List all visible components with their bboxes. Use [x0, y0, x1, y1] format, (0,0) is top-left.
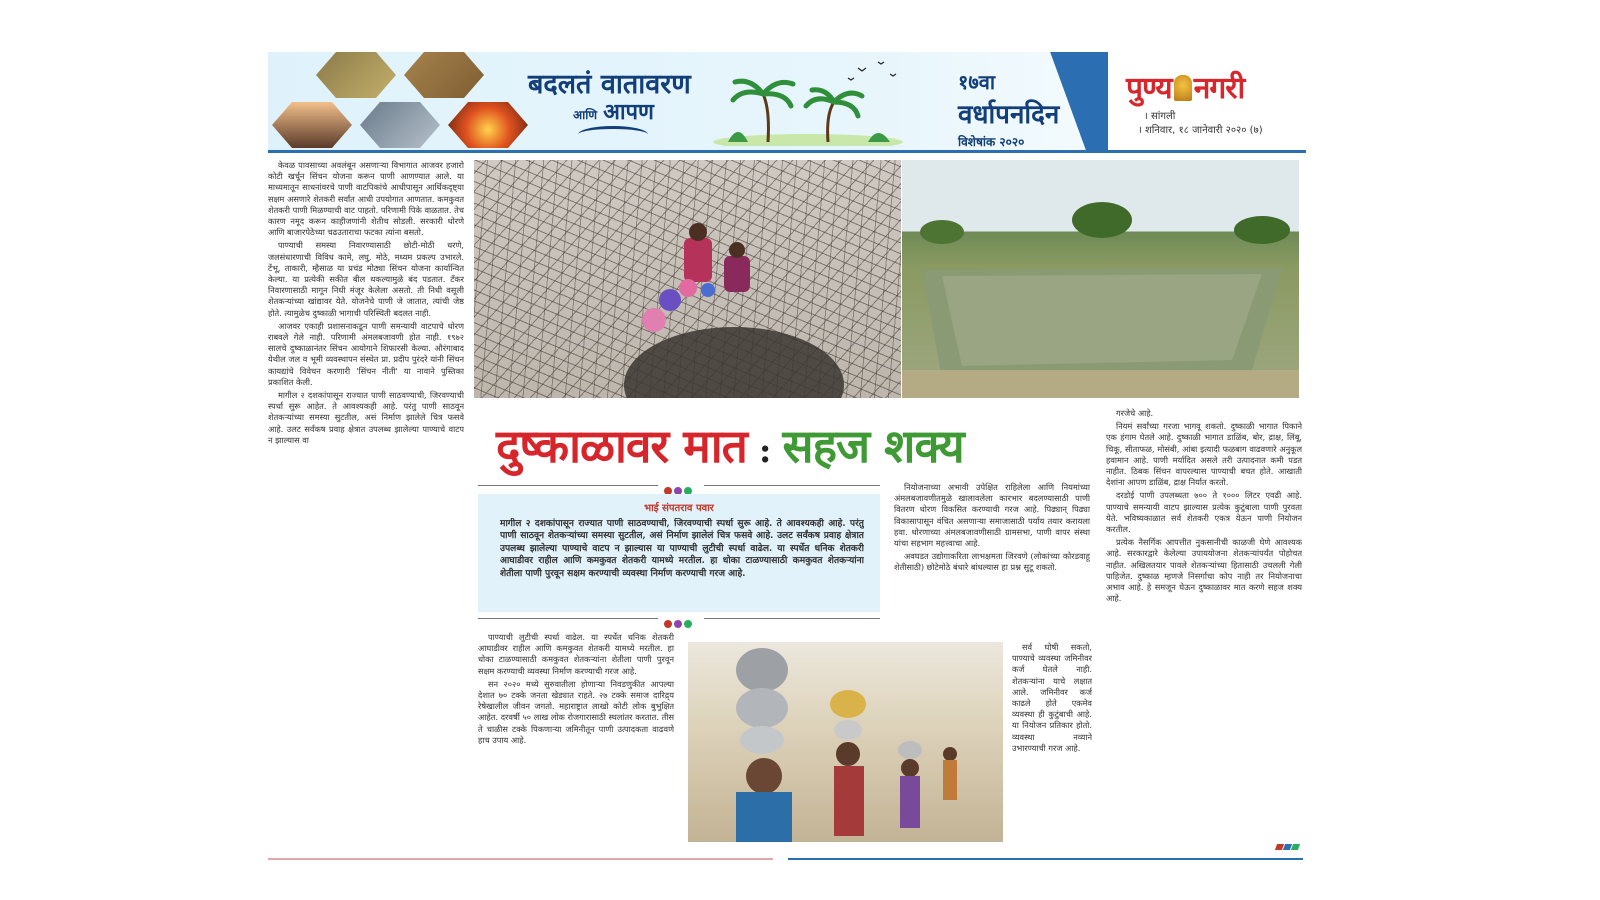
banner-subtitle: आणि आपण: [573, 99, 654, 125]
newspaper-logo: पुण्य नगरी: [1126, 71, 1245, 106]
collage-photo: [316, 52, 396, 98]
byline: भाई संपतराव पवार: [644, 503, 714, 514]
end-flag-icon: [1276, 835, 1302, 841]
masthead-banner: [268, 52, 1306, 153]
anniversary-label: [958, 68, 1059, 150]
paragraph: दरडोई पाणी उपलब्धता ७०० ते १००० लिटर एवढी आहे. पाण्याचे समन्यायी वाटप झाल्यास प्रत्येक कुटुंबाला पाणी पुरवता येते. भविष्यकाळात सर्व शेतकरी एकत्र येऊन पाणी नियोजन करतील.: [1106, 490, 1302, 535]
headline-green-part: सहज शक्य: [782, 419, 964, 473]
headline-colon: :: [758, 431, 771, 471]
paragraph: मागील २ दशकांपासून राज्यात पाणी साठवण्याची, जिरवण्याची स्पर्धा सुरू आहेत. ते आवश्यकही आहे. परंतु पाणी साठवून शेतकऱ्यांच्या समस्या सुटतील, असं निर्माण झालेले चित्र फसवे आहे. उलट सर्वंकष प्रवाह क्षेत्रात उपलब्ध झालेल्या पाण्याचे वाटप न झाल्यास वा: [268, 390, 464, 445]
divider-dots: [664, 613, 698, 623]
paragraph: नियोजनाच्या अभावी उपेक्षित राहिलेला आणि नियमांच्या अंमलबजावणीतमुळे खालावलेला कारभार बदलण्यासाठी पाणी वितरण धोरण विकसित करण्याची गरज आहे. पिढ्यान् पिढ्या विकासापासून वंचित असणाऱ्या समाजासाठी पर्याय तयार करायला हवा. धोरणाच्या अंमलबजावणीसाठी ग्रामसभा, पाणी वापर संस्था यांचा सहभाग महत्त्वाचा आहे.: [894, 482, 1090, 549]
divider: [478, 618, 658, 619]
newspaper-page: [268, 52, 1306, 890]
article-column-1: [268, 160, 464, 848]
collage-photo: [404, 52, 484, 98]
dateline: [1138, 110, 1263, 138]
paragraph: सन २०२० मध्ये सुरुवातीला होणाऱ्या निवडणुकीत आपल्या देशात ७० टक्के जनता खेड्यात राहते. २७ टक्के समाज दारिद्र्य रेषेखालील जीवन जगतो. महाराष्ट्रात लाखो कोटी लोक बुभुक्षित आहेत. दरवर्षी ५० लाख लोक रोजगारासाठी स्थलांतर करतात. तीस ते चाळीस टक्के पिकणाऱ्या जमिनीतून पाणी उत्पादकता वाढवणे हाच उपाय आहे.: [478, 678, 674, 745]
women-carrying-water-photo: [688, 642, 1003, 842]
article-column-4: [1012, 642, 1092, 848]
city-label: । सांगली: [1144, 111, 1176, 122]
paragraph: नियमं सर्वांच्या गरजा भागवू शकतो. दुष्काळी भागात पिकाने एक हंगाम घेतले आहे. दुष्काळी भागात डाळिंब, बोर, द्राक्ष, लिंबू, चिकू, सीताफळ, मोसंबी, आंबा इत्यादी फळबाग वाढवणारे अनुकूल हवामान आहे. पाणी मर्यादित असले तरी उत्पादनात कमी पडत नाहीत. ठिबक सिंचन वापरल्यास पाण्याची बचत होते. आखाती देशांना आपण डाळिंब, द्राक्ष निर्यात करतो.: [1106, 421, 1302, 488]
paragraph: पाण्याची समस्या निवारण्यासाठी छोटी-मोठी धरणे, जलसंधारणाची विविध कामे, लघु, मोठे, मध्यम प्रकल्प उभारले. टेंभू, ताकारी, म्हैसाळ या प्रचंड मोठ्या सिंचन योजना कार्यान्वित केल्या. या प्रत्येकी सकीत बील थकल्यामुळे बंद पडतात. टँकर निवारणासाठी मागून निधी मंजूर केलेला असतो. ती निधी वसूली शेतकऱ्यांच्या खांद्यावर येते. योजनेचे पाणी जे जातात, त्यांची जेष्ठ होते. त्यामुळेच दुष्काळी भागाची परिस्थिती बदलत नाही.: [268, 240, 464, 318]
article-deck: [478, 494, 880, 612]
bottom-rule: [268, 858, 773, 860]
divider-dots: [664, 480, 698, 490]
bottom-rule: [788, 858, 1303, 860]
divider: [704, 618, 880, 619]
paragraph: अवघडत उद्योगाकरिता लाभक्षमता जिरवणे (लोकांच्या कोरडवाहू शेतीसाठी) छोटेमोठे बंधारे बांधल्यास हा प्रश्न सुटू शकतो.: [894, 551, 1090, 573]
paragraph: केवळ पावसाच्या अवलंबून असणाऱ्या विभागात आजवर हजारो कोटी खर्चून सिंचन योजना करून पाणी आणण्यात आले. या माध्यमातून साधनांवरचे पाणी वाटपिकांचे आधीपासून आर्थिकदृष्ट्या सक्षम असणारे शेतकरी सर्वांत आधी उपयोगात आणतात. कमकुवत शेतकरी पाणी मिळण्याची वाट पाहतो. परिणामी पिके वाळतात. तेच कारण नमूद करून काहीजणांनी शेतीच सोडली. सरकारी धोरणे आणि बाजारपेठेच्या चढउताराचा फटका त्यांना बसतो.: [268, 160, 464, 238]
paragraph: प्रत्येक नैसर्गिक आपत्तीत नुकसानीची काळजी घेणे आवश्यक आहे. सरकारद्वारे केलेल्या उपाययोजना शेतकऱ्यांपर्यंत पोहोचत नाहीत. अखिलतयार पावले शेतकऱ्यांच्या हितासाठी उचलली गेली पाहिजेत. दुष्काळ म्हणजे निसर्गाचा कोप नाही तर नियोजनाचा अभाव आहे. हे समजून घेऊन दुष्काळावर मात करणे सहज शक्य आहे.: [1106, 537, 1302, 604]
collage-photo: [272, 102, 352, 148]
collage-photo: [360, 102, 440, 148]
headline-red-part: दुष्काळावर मात: [496, 419, 747, 473]
article-column-2: [478, 632, 674, 850]
divider: [704, 485, 880, 486]
article-column-5: [1106, 408, 1302, 848]
anniversary-issue: विशेषांक २०२०: [958, 135, 1025, 149]
anniversary-number: १७वा: [958, 70, 996, 94]
paragraph: सर्व घोषी सकतो, पाण्याचे व्यवस्था जमिनीवर कर्ज घेतले नाही. शेतकऱ्यांना याचे लक्षात आले. जमिनीवर कर्ज काढले होते एकमेव व्यवस्था ही कुटुंबाची आहे. या नियोजन प्रतिकार होतो. व्यवस्था नव्याने उभारण्याची गरज आहे.: [1012, 642, 1092, 753]
paragraph: आजवर एकाही प्रशासनाकडून पाणी समन्यायी वाटपाचे धोरण राबवले गेले नाही. परिणामी अंमलबजावणी होत नाही. १९७२ सालचे दुष्काळानंतर सिंचन आयोगाने शिफारसी केल्या. औरंगाबाद येथील जल व भूमी व्यवस्थापन संस्थेत प्रा. प्रदीप पुरंदरे यांनी सिंचन कायद्यांचे विवेचन करणारी 'सिंचन नीती' या नावाने पुस्तिका प्रकाशित केली.: [268, 320, 464, 387]
palm-trees-illustration: [708, 54, 908, 146]
paragraph: गरजेचे आहे.: [1116, 408, 1154, 418]
date-label: । शनिवार, १८ जानेवारी २०२० (७): [1138, 125, 1263, 136]
farm-pond-photo: [902, 160, 1299, 398]
divider: [478, 485, 658, 486]
collage-photo: [448, 102, 528, 148]
headline: [496, 414, 1096, 474]
banner-title: बदलतं वातावरण: [528, 69, 691, 100]
anniversary-word: वर्धापनदिन: [958, 100, 1060, 130]
banner-swoosh: [578, 126, 648, 143]
paragraph: पाण्याची लुटीची स्पर्धा वाढेल. या स्पर्धेत धनिक शेतकरी आघाडीवर राहील आणि कमकुवत शेतकरी यामध्ये मरतील. हा धोका टाळण्यासाठी कमकुवत शेतकऱ्यांना शेतीला पाणी पुरवून सक्षम करण्याची व्यवस्था निर्माण करण्याची गरज आहे.: [478, 632, 674, 676]
article-column-3: [894, 482, 1090, 632]
deck-text: मागील २ दशकांपासून राज्यात पाणी साठवण्याची, जिरवण्याची स्पर्धा सुरू आहे. ते आवश्यकही आहे. परंतु पाणी साठवून शेतकऱ्यांच्या समस्या सुटतील, असं निर्माण झालेलं चित्र फसवे आहे. उलट सर्वंकष प्रवाह क्षेत्रात उपलब्ध झालेल्या पाण्याचे वाटप न झाल्यास या पाण्याची लुटीची स्पर्धा वाढेल. या स्पर्धेत धनिक शेतकरी आघाडीवर राहील आणि कमकुवत शेतकरी यामध्ये मरतील. हा धोका टाळण्यासाठी कमकुवत शेतकऱ्यांना शेतीला पाणी पुरवून सक्षम करण्याची व्यवस्था निर्माण करण्याची गरज आहे.: [500, 518, 864, 579]
drought-cracked-earth-photo: [474, 160, 901, 398]
climate-collage: [268, 52, 538, 150]
temple-icon: [1174, 75, 1192, 101]
